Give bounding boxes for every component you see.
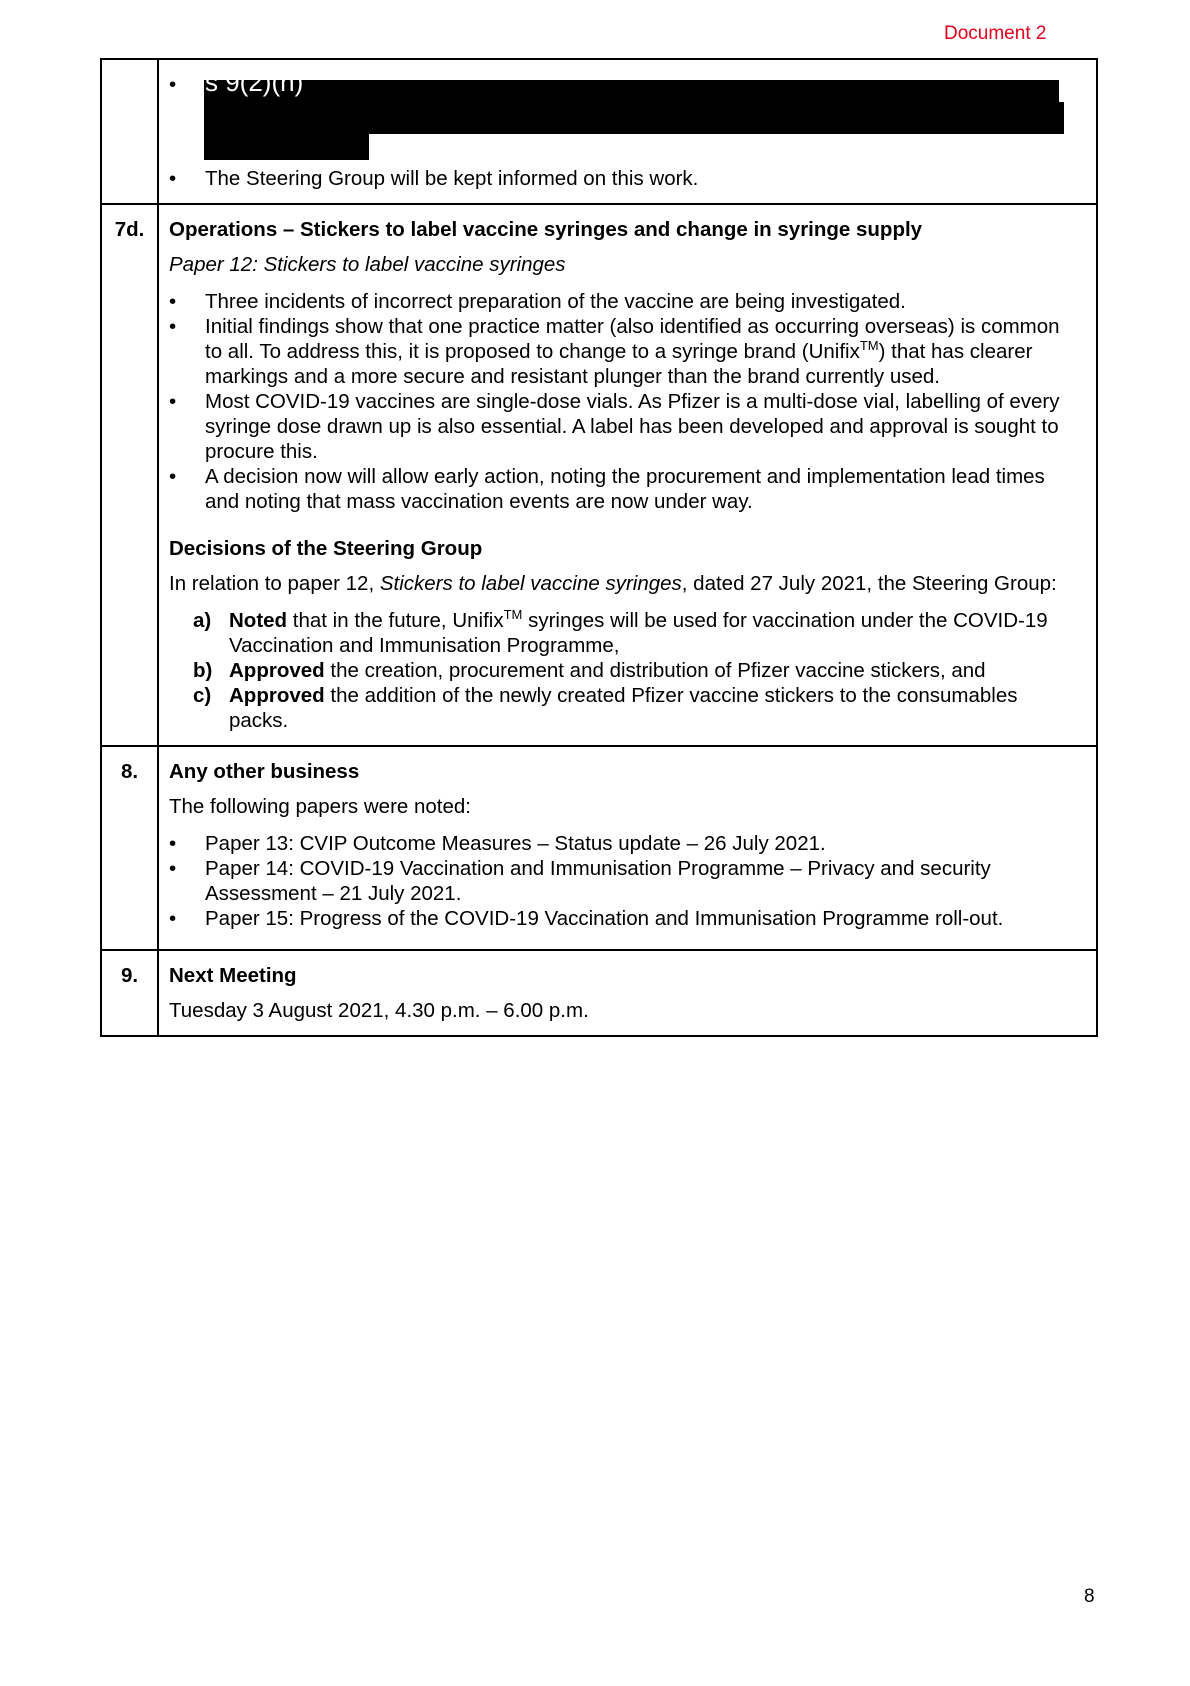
item-intro: The following papers were noted: [169,795,471,818]
item-number-cell: 9. [101,950,158,1036]
document-label: Document 2 [944,23,1047,44]
decision-text: the creation, procurement and distribution of Pfizer vaccine stickers, and [324,659,986,682]
decision-verb: Approved [229,684,325,707]
list-item: • Paper 13: CVIP Outcome Measures – Status update – 26 July 2021. [169,831,1082,856]
item-content-cell [158,950,1097,1036]
intro-paper-title: Stickers to label vaccine syringes [379,572,682,595]
minutes-table [100,58,1098,1037]
decision-text: syringes will be used for vaccination under the COVID-19 Vaccination and Immunisation Programme, [229,609,1048,657]
item-content-cell [158,59,1097,204]
meeting-datetime: Tuesday 3 August 2021, 4.30 p.m. – 6.00 p.m. [169,999,589,1022]
item-heading: Next Meeting [169,964,297,987]
decision-verb: Approved [229,659,325,682]
bullet-list [169,166,1082,191]
list-item: • The Steering Group will be kept informed on this work. [169,166,1082,191]
decisions-intro [169,571,1082,596]
decision-marker: b) [193,659,213,682]
decisions-heading: Decisions of the Steering Group [169,537,483,560]
table-row [101,950,1097,1036]
item-content-cell [158,746,1097,950]
decision-item [193,658,1082,683]
intro-text: , dated 27 July 2021, the Steering Group: [681,572,1057,595]
item-number-cell: 7d. [101,204,158,746]
decision-item [193,608,1082,658]
list-item: • Paper 14: COVID-19 Vaccination and Immunisation Programme – Privacy and security Assessment – 21 July 2021. [169,856,1082,906]
item-number-cell [101,59,158,204]
trademark-mark: TM [859,338,879,354]
redaction-bar [204,130,369,160]
bullet-list [169,289,1082,514]
redacted-block [169,68,1082,160]
bullet-icon: • [169,73,177,96]
table-row [101,59,1097,204]
decision-marker: c) [193,684,212,707]
list-item-text: ) that has clearer markings and a more secure and resistant plunger than the brand currently used. [205,340,1033,388]
item-number-cell: 8. [101,746,158,950]
table-row [101,746,1097,950]
item-heading: Operations – Stickers to label vaccine syringes and change in syringe supply [169,218,923,241]
decision-verb: Noted [229,609,288,632]
paper-reference: Paper 12: Stickers to label vaccine syringes [169,253,566,276]
table-row [101,204,1097,746]
decision-list [169,608,1082,733]
list-item: • Three incidents of incorrect preparation of the vaccine are being investigated. [169,289,1082,314]
decision-text: that in the future, Unifix [287,609,504,632]
item-content-cell [158,204,1097,746]
list-item: • Most COVID-19 vaccines are single-dose vials. As Pfizer is a multi-dose vial, labelling of every syringe dose drawn up is also essential. A label has been developed and approval is sought to procure this. [169,389,1082,464]
list-item [169,314,1082,389]
item-heading: Any other business [169,760,360,783]
decision-text: the addition of the newly created Pfizer vaccine stickers to the consumables packs. [229,684,1018,732]
bullet-list [169,831,1082,931]
decision-item [193,683,1082,733]
redaction-code: s 9(2)(h) [205,67,304,97]
list-item-text: Initial findings show that one practice matter (also identified as occurring overseas) is common to all. To address this, it is proposed to change to a syringe brand (Unifix [205,315,1060,363]
decision-marker: a) [193,609,212,632]
intro-text: In relation to paper 12, [169,572,380,595]
list-item: • Paper 15: Progress of the COVID-19 Vaccination and Immunisation Programme roll-out. [169,906,1082,931]
list-item: • A decision now will allow early action, noting the procurement and implementation lead times and noting that mass vaccination events are now under way. [169,464,1082,514]
trademark-mark: TM [503,607,523,623]
page-number: 8 [1084,1586,1095,1607]
